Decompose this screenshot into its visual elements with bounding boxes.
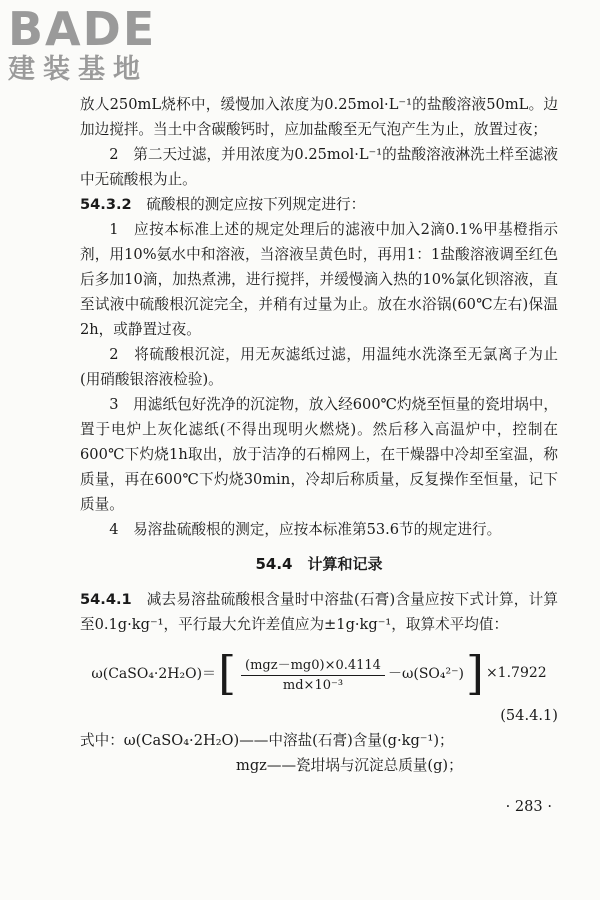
formula-minus-term: －ω(SO₄²⁻) [387,666,464,682]
logo-main-text: BADE [8,2,157,56]
section-text: 减去易溶盐硫酸根含量时中溶盐(石膏)含量应按下式计算，计算至0.1g·kg⁻¹，平行最大允许差值应为±1g·kg⁻¹，取算术平均值： [80,591,558,633]
paragraph-item-4: 4 易溶盐硫酸根的测定，应按本标准第53.6节的规定进行。 [109,521,502,538]
paragraph-continued: 放人250mL烧杯中，缓慢加入浓度为0.25mol·L⁻¹的盐酸溶液50mL。边加边搅拌。当土中含碳酸钙时，应加盐酸至无气泡产生为止，放置过夜； [80,96,558,138]
left-bracket-icon: [ [218,646,237,700]
section-54-4-1 [80,587,558,637]
section-heading-54-4 [80,552,558,577]
watermark-logo [8,2,157,86]
logo-sub-text: 建装基地 [8,54,148,85]
formula-fraction [241,654,385,693]
section-number: 54.4.1 [80,591,132,608]
fraction-numerator: (mgz－mg0)×0.4114 [241,654,385,676]
equation-number: (54.4.1) [500,707,558,724]
document-page [80,92,558,819]
right-bracket-icon: ] [466,646,484,700]
paragraph-item-1: 1 应按本标准上述的规定处理后的滤液中加入2滴0.1%甲基橙指示剂，用10%氨水中和溶液，当溶液呈黄色时，再用1：1盐酸溶液调至红色后多加10滴，加热煮沸，进行搅拌，并缓慢滴入热的10%氯化钡溶液，直至试液中硫酸根沉淀完全，并稍有过量为止。放在水浴锅(60℃左右)保温2h，或静置过夜。 [80,221,558,338]
paragraph-item-2: 2 第二天过滤，并用浓度为0.25mol·L⁻¹的盐酸溶液淋洗土样至滤液中无硫酸根为止。 [80,146,558,188]
page-number: · 283 · [505,798,552,815]
section-number: 54.3.2 [80,196,132,213]
where-line-1: 式中：ω(CaSO₄·2H₂O)——中溶盐(石膏)含量(g·kg⁻¹)； [80,732,454,749]
heading-text: 54.4 计算和记录 [255,555,383,573]
paragraph-item-2b: 2 将硫酸根沉淀，用无灰滤纸过滤，用温纯水洗涤至无氯离子为止(用硝酸银溶液检验)。 [80,346,558,388]
paragraph-item-3: 3 用滤纸包好洗净的沉淀物，放入经600℃灼烧至恒量的瓷坩埚中，置于电炉上灰化滤纸(不得出现明火燃烧)。然后移入高温炉中，控制在600℃下灼烧1h取出，放于洁净的石棉网上，在干燥器中冷却至室温，称质量，再在600℃下灼烧30min，冷却后称质量，反复操作至恒量，记下质量。 [80,396,558,513]
where-line-2: mgz——瓷坩埚与沉淀总质量(g)； [236,757,463,774]
formula-lhs: ω(CaSO₄·2H₂O)＝ [91,666,217,682]
section-54-3-2 [80,192,558,217]
formula-54-4-1 [80,641,558,705]
fraction-denominator: md×10⁻³ [282,677,344,693]
section-text: 硫酸根的测定应按下列规定进行： [131,196,366,213]
formula-factor: ×1.7922 [485,665,547,681]
